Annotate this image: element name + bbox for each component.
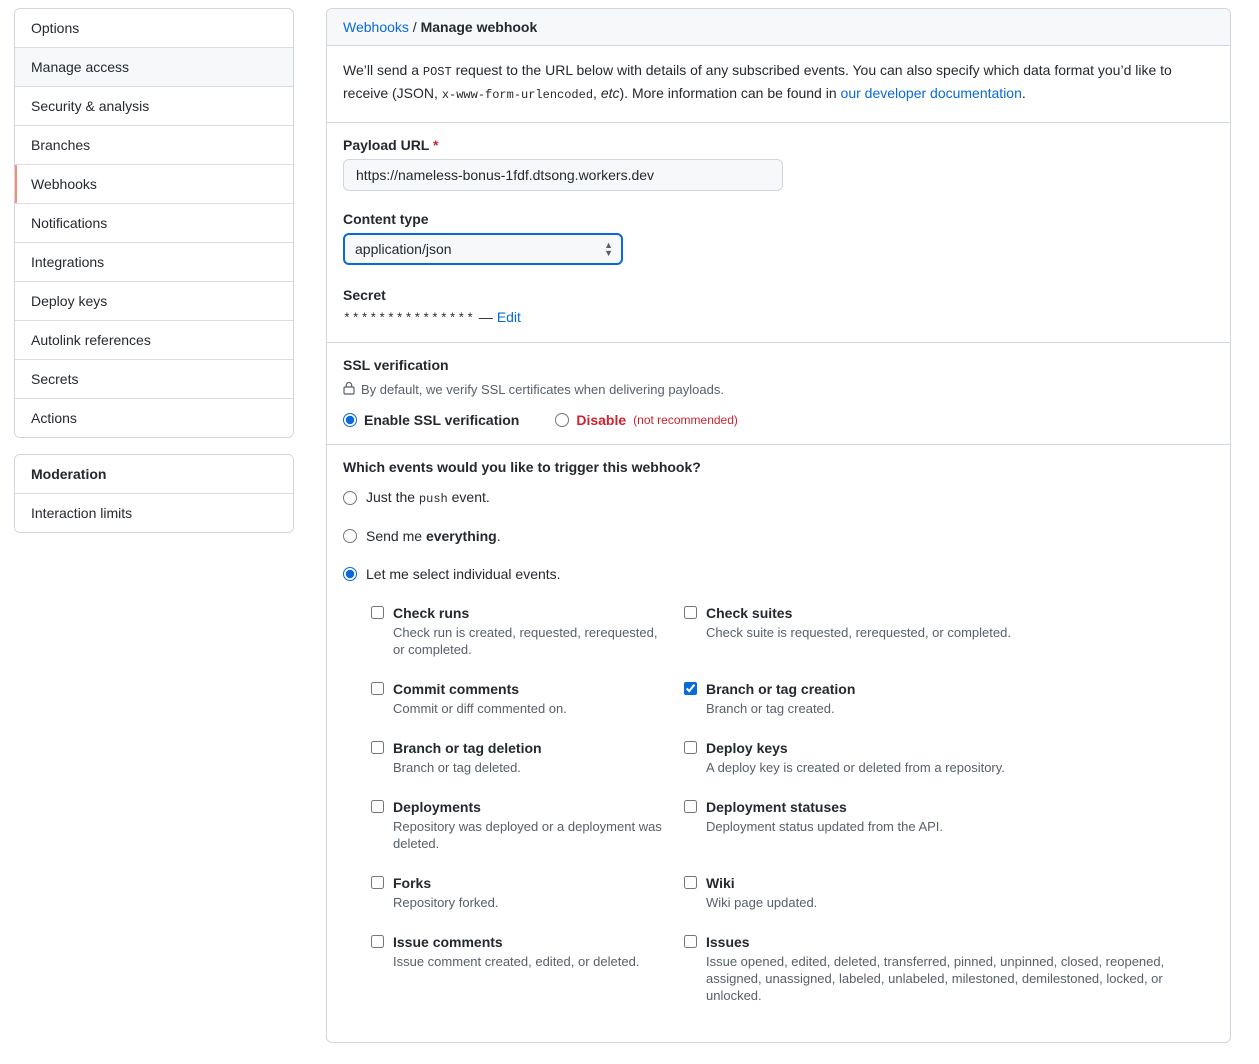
- payload-url-label: [343, 137, 1214, 153]
- event-name: Issues: [706, 934, 750, 950]
- settings-sidebar: [14, 8, 294, 533]
- event-checkbox-wrap: [371, 933, 384, 1004]
- intro-italic-etc: etc: [600, 85, 620, 101]
- sidebar-item-secrets[interactable]: Secrets: [15, 360, 293, 399]
- everything-bold: everything: [425, 528, 497, 544]
- event-choice-push-radio[interactable]: [343, 491, 357, 505]
- intro-part1: We’ll send a: [343, 62, 423, 78]
- breadcrumb-current: Manage webhook: [420, 19, 538, 35]
- event-checkbox[interactable]: [371, 741, 384, 754]
- event-checkbox[interactable]: [371, 876, 384, 889]
- developer-documentation-link[interactable]: our developer documentation: [840, 85, 1022, 101]
- ssl-verification-section: [327, 343, 1230, 445]
- ssl-note-text: By default, we verify SSL certificates when delivering payloads.: [361, 382, 724, 397]
- everything-pre: Send me: [366, 528, 426, 544]
- event-name: Branch or tag creation: [706, 681, 856, 697]
- content-type-label: Content type: [343, 211, 429, 227]
- event-option[interactable]: [371, 680, 684, 717]
- sidebar-item-webhooks[interactable]: Webhooks: [15, 165, 293, 204]
- event-checkbox-wrap: [371, 680, 384, 717]
- sidebar-item-deploy-keys[interactable]: Deploy keys: [15, 282, 293, 321]
- event-option[interactable]: [684, 798, 1214, 852]
- event-description: Deployment status updated from the API.: [706, 819, 944, 834]
- event-option[interactable]: [371, 798, 684, 852]
- event-text: [393, 680, 567, 717]
- sidebar-item-options[interactable]: Options: [15, 9, 293, 48]
- ssl-enable-option[interactable]: [343, 412, 519, 428]
- lock-icon: [343, 381, 355, 398]
- event-name: Wiki: [706, 875, 735, 891]
- sidebar-item-branches[interactable]: Branches: [15, 126, 293, 165]
- event-checkbox-wrap: [371, 739, 384, 776]
- events-section: [327, 445, 1230, 1042]
- ssl-verification-label: SSL verification: [343, 357, 449, 373]
- everything-post: .: [496, 528, 501, 544]
- breadcrumb-separator: /: [412, 19, 417, 35]
- event-option[interactable]: [371, 739, 684, 776]
- event-option[interactable]: [684, 874, 1214, 911]
- webhook-settings-section: [327, 123, 1230, 343]
- intro-part2: request to the URL below with details of any subscribed events. You can also specify which data format you’d like to receive (JSON,: [343, 62, 1172, 101]
- push-post: event.: [447, 489, 490, 505]
- manage-webhook-panel: [326, 8, 1231, 1043]
- event-name: Deploy keys: [706, 740, 788, 756]
- event-text: [706, 604, 1011, 658]
- event-choice-individual-label: Let me select individual events.: [366, 566, 561, 582]
- event-description: Repository was deployed or a deployment was deleted.: [393, 819, 662, 851]
- event-name: Deployment statuses: [706, 799, 847, 815]
- event-option[interactable]: [684, 604, 1214, 658]
- event-description: Branch or tag created.: [706, 701, 835, 716]
- sidebar-item-security-analysis[interactable]: Security & analysis: [15, 87, 293, 126]
- event-checkbox-wrap: [371, 874, 384, 911]
- ssl-disable-label: Disable: [576, 412, 627, 428]
- settings-menu: [14, 8, 294, 438]
- intro-part5: .: [1021, 85, 1026, 101]
- push-code: push: [418, 492, 448, 506]
- ssl-disable-option[interactable]: [555, 412, 738, 428]
- sidebar-item-actions[interactable]: Actions: [15, 399, 293, 437]
- event-text: [393, 874, 499, 911]
- event-checkbox-wrap: [684, 798, 697, 852]
- intro-code-urlencoded: x-www-form-urlencoded: [441, 88, 594, 102]
- event-description: A deploy key is created or deleted from a repository.: [706, 760, 1005, 775]
- event-text: [706, 933, 1194, 1004]
- intro-text: [343, 60, 1214, 106]
- event-text: [706, 739, 1005, 776]
- breadcrumb: [327, 9, 1230, 46]
- event-choice-everything[interactable]: [343, 528, 1214, 544]
- event-option[interactable]: [371, 604, 684, 658]
- event-checkbox-wrap: [684, 933, 697, 1004]
- event-name: Deployments: [393, 799, 481, 815]
- sidebar-item-interaction-limits[interactable]: Interaction limits: [15, 494, 293, 532]
- event-checkbox[interactable]: [371, 800, 384, 813]
- ssl-enable-label: Enable SSL verification: [364, 412, 520, 428]
- event-description: Wiki page updated.: [706, 895, 818, 910]
- event-description: Branch or tag deleted.: [393, 760, 521, 775]
- intro-section: [327, 46, 1230, 123]
- event-checkbox[interactable]: [684, 876, 697, 889]
- intro-code-post: POST: [422, 65, 452, 79]
- event-description: Check run is created, requested, rerequested, or completed.: [393, 625, 658, 657]
- event-text: [393, 604, 664, 658]
- sidebar-item-notifications[interactable]: Notifications: [15, 204, 293, 243]
- content-type-select-wrap: [343, 233, 623, 265]
- intro-part3: ,: [593, 85, 601, 101]
- event-checkbox-wrap: [371, 604, 384, 658]
- event-description: Repository forked.: [393, 895, 499, 910]
- secret-edit-link[interactable]: Edit: [496, 309, 521, 325]
- event-choice-individual[interactable]: [343, 566, 1214, 582]
- event-checkbox[interactable]: [371, 682, 384, 695]
- individual-events-grid: [371, 604, 1214, 1026]
- event-name: Commit comments: [393, 681, 520, 697]
- event-checkbox-wrap: [684, 680, 697, 717]
- event-text: [706, 680, 855, 717]
- secret-row: [343, 309, 1214, 326]
- event-choice-individual-radio[interactable]: [343, 567, 357, 581]
- event-checkbox[interactable]: [684, 606, 697, 619]
- intro-part4: ). More information can be found in: [619, 85, 841, 101]
- event-text: [393, 798, 664, 852]
- event-option[interactable]: [684, 680, 1214, 717]
- event-checkbox-wrap: [684, 739, 697, 776]
- event-option[interactable]: [684, 739, 1214, 776]
- ssl-disable-sublabel: (not recommended): [633, 413, 738, 427]
- ssl-enable-radio[interactable]: [343, 413, 357, 427]
- event-checkbox[interactable]: [371, 935, 384, 948]
- event-checkbox[interactable]: [684, 741, 697, 754]
- event-description: Commit or diff commented on.: [393, 701, 567, 716]
- event-name: Issue comments: [393, 934, 503, 950]
- event-description: Issue opened, edited, deleted, transferred, pinned, unpinned, closed, reopened, assigned, unassigned, labeled, unlabeled, milestoned, demilestoned, locked, or unlocked.: [706, 954, 1165, 1003]
- event-text: [706, 798, 943, 852]
- required-asterisk: *: [433, 137, 439, 153]
- event-checkbox-wrap: [371, 798, 384, 852]
- event-choice-push[interactable]: [343, 489, 1214, 506]
- sidebar-item-moderation: Moderation: [15, 455, 293, 494]
- event-name: Forks: [393, 875, 432, 891]
- ssl-radio-group: [343, 412, 1214, 428]
- event-text: [393, 739, 542, 776]
- payload-url-label-text: Payload URL: [343, 137, 430, 153]
- event-option[interactable]: [371, 874, 684, 911]
- event-checkbox[interactable]: [684, 682, 697, 695]
- event-description: Check suite is requested, rerequested, or completed.: [706, 625, 1011, 640]
- ssl-disable-radio[interactable]: [555, 413, 569, 427]
- event-text: [706, 874, 817, 911]
- breadcrumb-webhooks-link[interactable]: Webhooks: [343, 19, 409, 35]
- payload-url-input[interactable]: [343, 159, 783, 191]
- event-choice-everything-radio[interactable]: [343, 529, 357, 543]
- push-pre: Just the: [366, 489, 419, 505]
- event-choice-push-label: [366, 489, 490, 506]
- event-description: Issue comment created, edited, or deleted.: [393, 954, 640, 969]
- event-name: Check suites: [706, 605, 793, 621]
- sidebar-item-integrations[interactable]: Integrations: [15, 243, 293, 282]
- moderation-menu: [14, 454, 294, 533]
- event-text: [393, 933, 639, 1004]
- event-checkbox[interactable]: [684, 800, 697, 813]
- ssl-note: [343, 381, 1214, 398]
- event-option[interactable]: [684, 933, 1214, 1004]
- content-type-select[interactable]: [343, 233, 623, 265]
- event-checkbox-wrap: [684, 604, 697, 658]
- event-option[interactable]: [371, 933, 684, 1004]
- event-checkbox-wrap: [684, 874, 697, 911]
- chevron-updown-icon: ▲ ▼: [604, 240, 613, 258]
- event-checkbox[interactable]: [684, 935, 697, 948]
- secret-label: Secret: [343, 287, 386, 303]
- event-name: Branch or tag deletion: [393, 740, 542, 756]
- events-question: Which events would you like to trigger this webhook?: [343, 459, 701, 475]
- secret-masked-value: ***************: [343, 311, 476, 326]
- event-choice-everything-label: [366, 528, 501, 544]
- event-checkbox[interactable]: [371, 606, 384, 619]
- secret-dash: —: [478, 309, 493, 325]
- sidebar-item-autolink-references[interactable]: Autolink references: [15, 321, 293, 360]
- sidebar-item-manage-access[interactable]: Manage access: [15, 48, 293, 87]
- event-name: Check runs: [393, 605, 470, 621]
